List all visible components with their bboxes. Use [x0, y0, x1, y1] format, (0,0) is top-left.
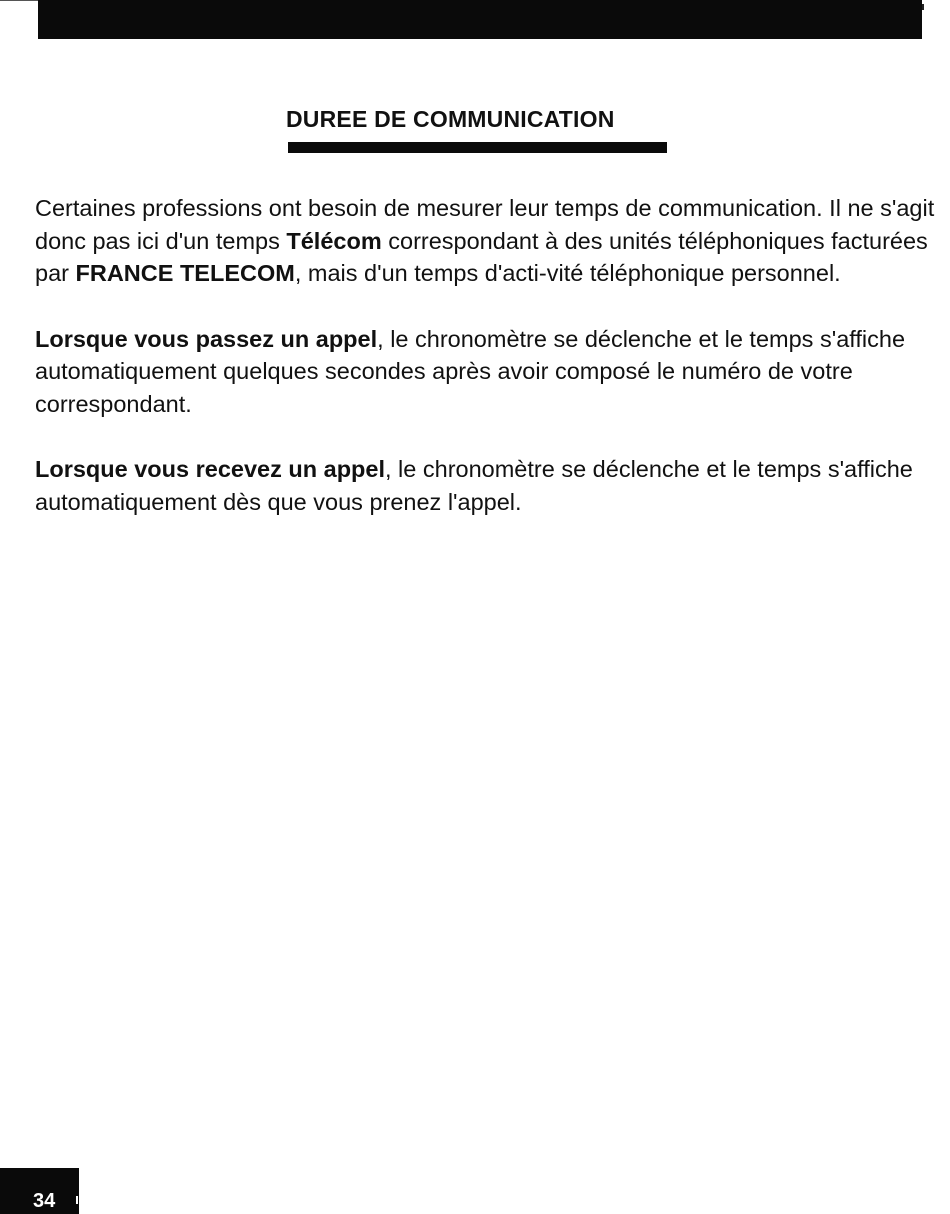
body-text	[35, 192, 935, 551]
outgoing-call-text: , le chronomètre se déclenche et le temps s'affiche automatiquement quelques secondes après avoir composé le numéro de votre correspondant.	[35, 325, 906, 417]
paragraph-incoming-call	[35, 453, 935, 518]
page-tab-mark	[76, 1196, 78, 1204]
title-underline-bar	[288, 142, 667, 153]
intro-text-1: Certaines professions ont besoin de mesurer leur temps de communication. Il ne s'agit donc pas ici d'un temps	[35, 195, 935, 254]
section-title: DUREE DE COMMUNICATION	[286, 106, 615, 132]
intro-text-2: correspondant à des unités téléphoniques facturées par	[35, 227, 928, 286]
incoming-call-text: , le chronomètre se déclenche et le temps s'affiche automatiquement dès que vous prenez l'appel.	[35, 456, 913, 515]
intro-bold-telecom: Télécom	[286, 227, 382, 254]
top-edge-line	[0, 0, 38, 1]
intro-bold-france-telecom: FRANCE TELECOM	[75, 260, 295, 286]
intro-text-3: , mais d'un temps d'acti-vité téléphonique personnel.	[294, 260, 841, 286]
incoming-call-lead: Lorsque vous recevez un appel	[35, 456, 385, 482]
header-bar	[38, 0, 922, 39]
header-bar-edge-mark	[922, 4, 924, 10]
paragraph-outgoing-call	[35, 323, 935, 421]
outgoing-call-lead: Lorsque vous passez un appel	[35, 325, 378, 352]
paragraph-intro	[35, 192, 935, 290]
page-number: 34	[33, 1190, 56, 1212]
